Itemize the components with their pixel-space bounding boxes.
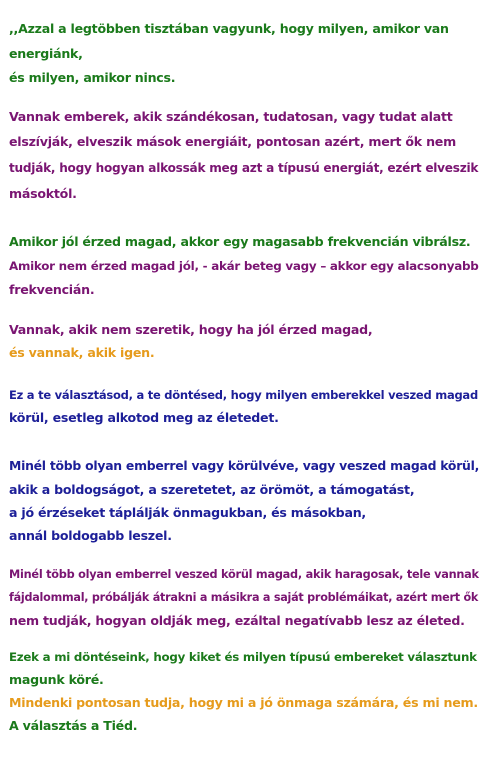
- text-line: A választás a Tiéd.: [9, 718, 138, 733]
- text-line: fájdalommal, próbálják átrakni a másikra a saját problémáikat, azért mert ők: [9, 591, 479, 604]
- text-line: Amikor jól érzed magad, akkor egy magasabb frekvencián vibrálsz.: [9, 234, 471, 249]
- text-line: Minél több olyan emberrel veszed körül magad, akik haragosak, tele vannak: [9, 568, 479, 581]
- text-line: frekvencián.: [9, 282, 95, 297]
- text-line: tudják, hogy hogyan alkossák meg azt a típusú energiát, ezért elveszik: [9, 161, 479, 175]
- text-line: Ezek a mi döntéseink, hogy kiket és milyen típusú embereket választunk: [9, 650, 477, 664]
- text-line: nem tudják, hogyan oldják meg, ezáltal negatívabb lesz az életed.: [9, 613, 465, 628]
- text-line: Mindenki pontosan tudja, hogy mi a jó önmaga számára, és mi nem.: [9, 695, 478, 710]
- text-line: a jó érzéseket táplálják önmagukban, és másokban,: [9, 505, 366, 520]
- text-line: Amikor nem érzed magad jól, - akár beteg vagy – akkor egy alacsonyabb: [9, 259, 479, 273]
- text-line: akik a boldogságot, a szeretetet, az örömöt, a támogatást,: [9, 482, 415, 497]
- text-line: és milyen, amikor nincs.: [9, 70, 176, 85]
- text-line: Ez a te választásod, a te döntésed, hogy milyen emberekkel veszed magad: [9, 388, 478, 402]
- text-line: Vannak, akik nem szeretik, hogy ha jól érzed magad,: [9, 322, 373, 337]
- text-line: és vannak, akik igen.: [9, 345, 155, 360]
- text-line: energiánk,: [9, 46, 83, 61]
- text-line: körül, esetleg alkotod meg az életedet.: [9, 410, 279, 425]
- text-line: ,,Azzal a legtöbben tisztában vagyunk, hogy milyen, amikor van: [9, 21, 449, 36]
- text-line: Vannak emberek, akik szándékosan, tudatosan, vagy tudat alatt: [9, 109, 453, 124]
- text-line: elszívják, elveszik mások energiáit, pontosan azért, mert ők nem: [9, 134, 456, 149]
- text-line: másoktól.: [9, 186, 77, 201]
- text-line: annál boldogabb leszel.: [9, 528, 172, 543]
- text-line: magunk köré.: [9, 672, 104, 687]
- text-line: Minél több olyan emberrel vagy körülvéve, vagy veszed magad körül,: [9, 458, 480, 473]
